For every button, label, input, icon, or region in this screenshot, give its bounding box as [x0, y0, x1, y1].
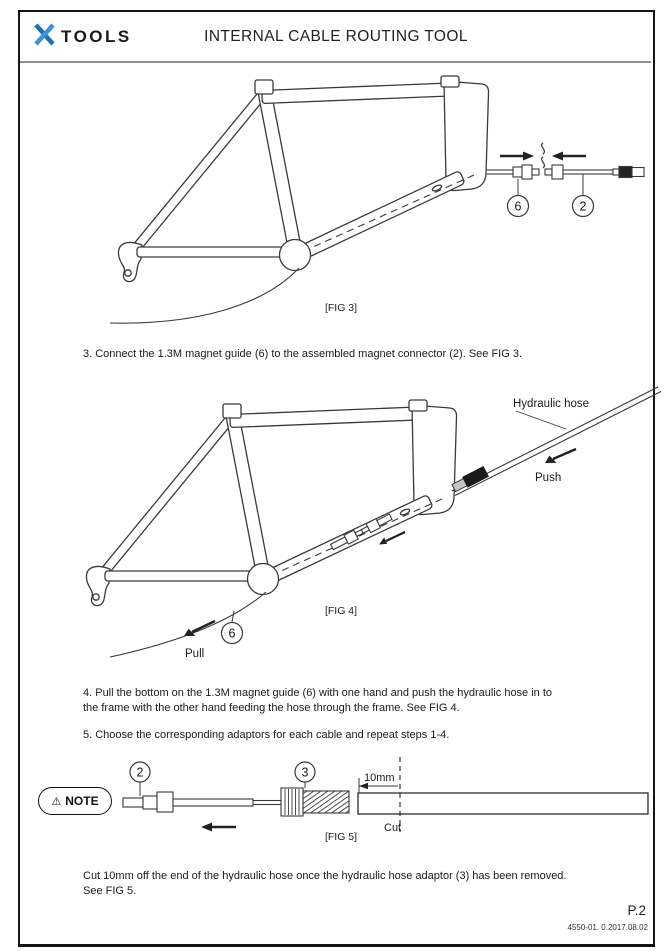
footer-doc-code: 4550-01. 0.2017.08.02 [567, 923, 648, 932]
internal-connector-train [330, 512, 393, 551]
push-arrow-icon [545, 449, 576, 463]
cut-label: Cut [384, 822, 402, 834]
callout-2 [573, 174, 594, 217]
pull-label: Pull [185, 648, 205, 660]
callout-6 [222, 611, 243, 644]
step-3-text: 3. Connect the 1.3M magnet guide (6) to the assembled magnet connector (2). See FIG 3. [83, 348, 523, 360]
hose-adaptor [451, 467, 488, 493]
step-4-line-1: 4. Pull the bottom on the 1.3M magnet guide (6) with one hand and push the hydraulic hose in to [83, 687, 553, 699]
magnet-connector-assembly [545, 165, 644, 179]
page-title: INTERNAL CABLE ROUTING TOOL [204, 28, 468, 45]
fig4-illustration [80, 385, 660, 681]
arrow-left-icon [552, 152, 586, 161]
note-line-2: See FIG 5. [83, 885, 137, 897]
svg-text:6: 6 [228, 626, 236, 641]
magnet-guide-connector [486, 165, 539, 179]
hose-cut-diagram [358, 757, 648, 834]
callout-3 [295, 762, 315, 788]
note-badge-label: NOTE [65, 794, 99, 808]
fig3-caption: [FIG 3] [324, 302, 358, 314]
svg-text:6: 6 [514, 199, 522, 214]
note-badge [38, 787, 112, 815]
callout-2 [130, 762, 150, 796]
step-4-line-2: the frame with the other hand feeding the hose through the frame. See FIG 4. [83, 702, 460, 714]
hydraulic-hose-label: Hydraulic hose [513, 398, 590, 410]
fig4-caption: [FIG 4] [324, 605, 358, 617]
fig5-caption: [FIG 5] [324, 831, 358, 843]
warning-icon: ⚠ [51, 795, 62, 808]
push-label: Push [535, 472, 562, 484]
feed-arrow-icon [379, 532, 405, 545]
dimension-10mm-label: 10mm [364, 772, 395, 784]
remove-arrow-icon [201, 823, 236, 832]
fig5-cable-assembly [123, 788, 349, 816]
note-line-1: Cut 10mm off the end of the hydraulic hose once the hydraulic hose adaptor (3) has been removed. [83, 870, 567, 882]
svg-text:2: 2 [136, 765, 144, 780]
brand-text: TOOLS [61, 27, 132, 46]
svg-text:2: 2 [579, 199, 587, 214]
callout-6 [508, 179, 529, 217]
attraction-squiggle-icon [542, 143, 545, 168]
header-divider [20, 61, 651, 63]
bike-frame [86, 400, 456, 606]
pull-arrow-icon [184, 621, 215, 636]
guide-cable-curve [110, 268, 299, 323]
step-4-text [83, 686, 615, 716]
step-5-text: 5. Choose the corresponding adaptors for each cable and repeat steps 1-4. [83, 729, 450, 741]
svg-text:3: 3 [301, 765, 309, 780]
note-text [83, 869, 615, 899]
arrow-right-icon [500, 152, 534, 161]
footer-page-number: P.2 [627, 903, 646, 918]
bike-frame [118, 76, 488, 282]
